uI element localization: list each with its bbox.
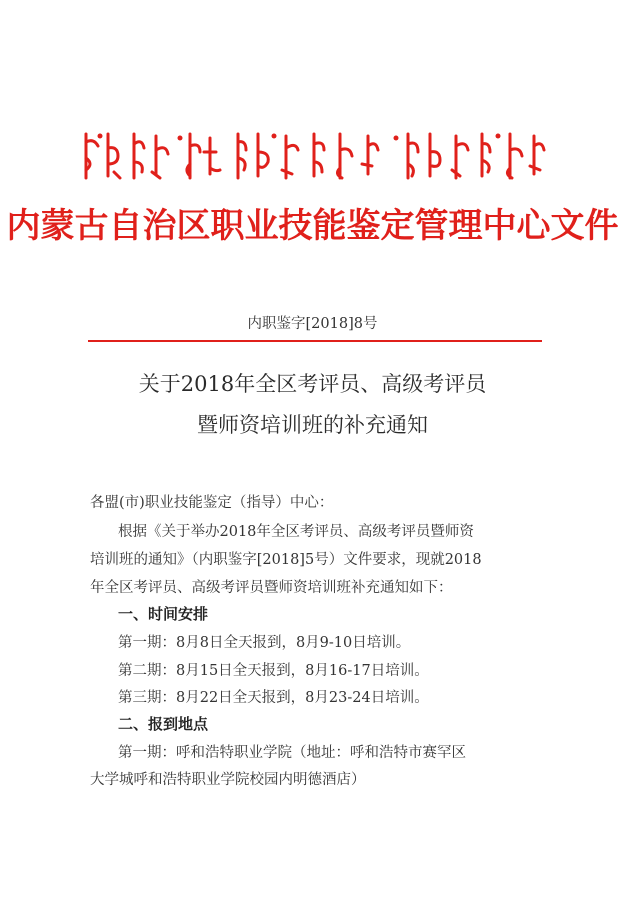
subject-line-1: 关于2018年全区考评员、高级考评员 [138,372,487,396]
location-line-2: 大学城呼和浩特职业学院校园内明德酒店） [90,772,366,788]
intro-line-3: 年全区考评员、高级考评员暨师资培训班补充通知如下： [90,580,453,596]
document-title: 内蒙古自治区职业技能鉴定管理中心文件 [6,206,619,246]
mongolian-script-header [78,128,548,184]
subject-line-2: 暨师资培训班的补充通知 [197,413,428,437]
schedule-line-2: 第二期：8月15日全天报到，8月16-17日培训。 [118,663,429,679]
mongolian-script-logo [78,128,548,184]
red-divider-line [88,340,542,342]
intro-line-2: 培训班的通知》（内职鉴字[2018]5号）文件要求，现就2018 [90,552,482,568]
section-2-heading: 二、报到地点 [118,715,209,733]
salutation: 各盟(市)职业技能鉴定（指导）中心： [90,495,334,511]
section-1-heading: 一、时间安排 [118,605,209,623]
document-number: 内职鉴字[2018]8号 [247,316,378,332]
schedule-line-1: 第一期：8月8日全天报到，8月9-10日培训。 [118,635,411,651]
intro-line-1: 根据《关于举办2018年全区考评员、高级考评员暨师资 [118,524,474,540]
schedule-line-3: 第三期：8月22日全天报到，8月23-24日培训。 [118,690,429,706]
location-line-1: 第一期：呼和浩特职业学院（地址：呼和浩特市赛罕区 [118,745,466,761]
